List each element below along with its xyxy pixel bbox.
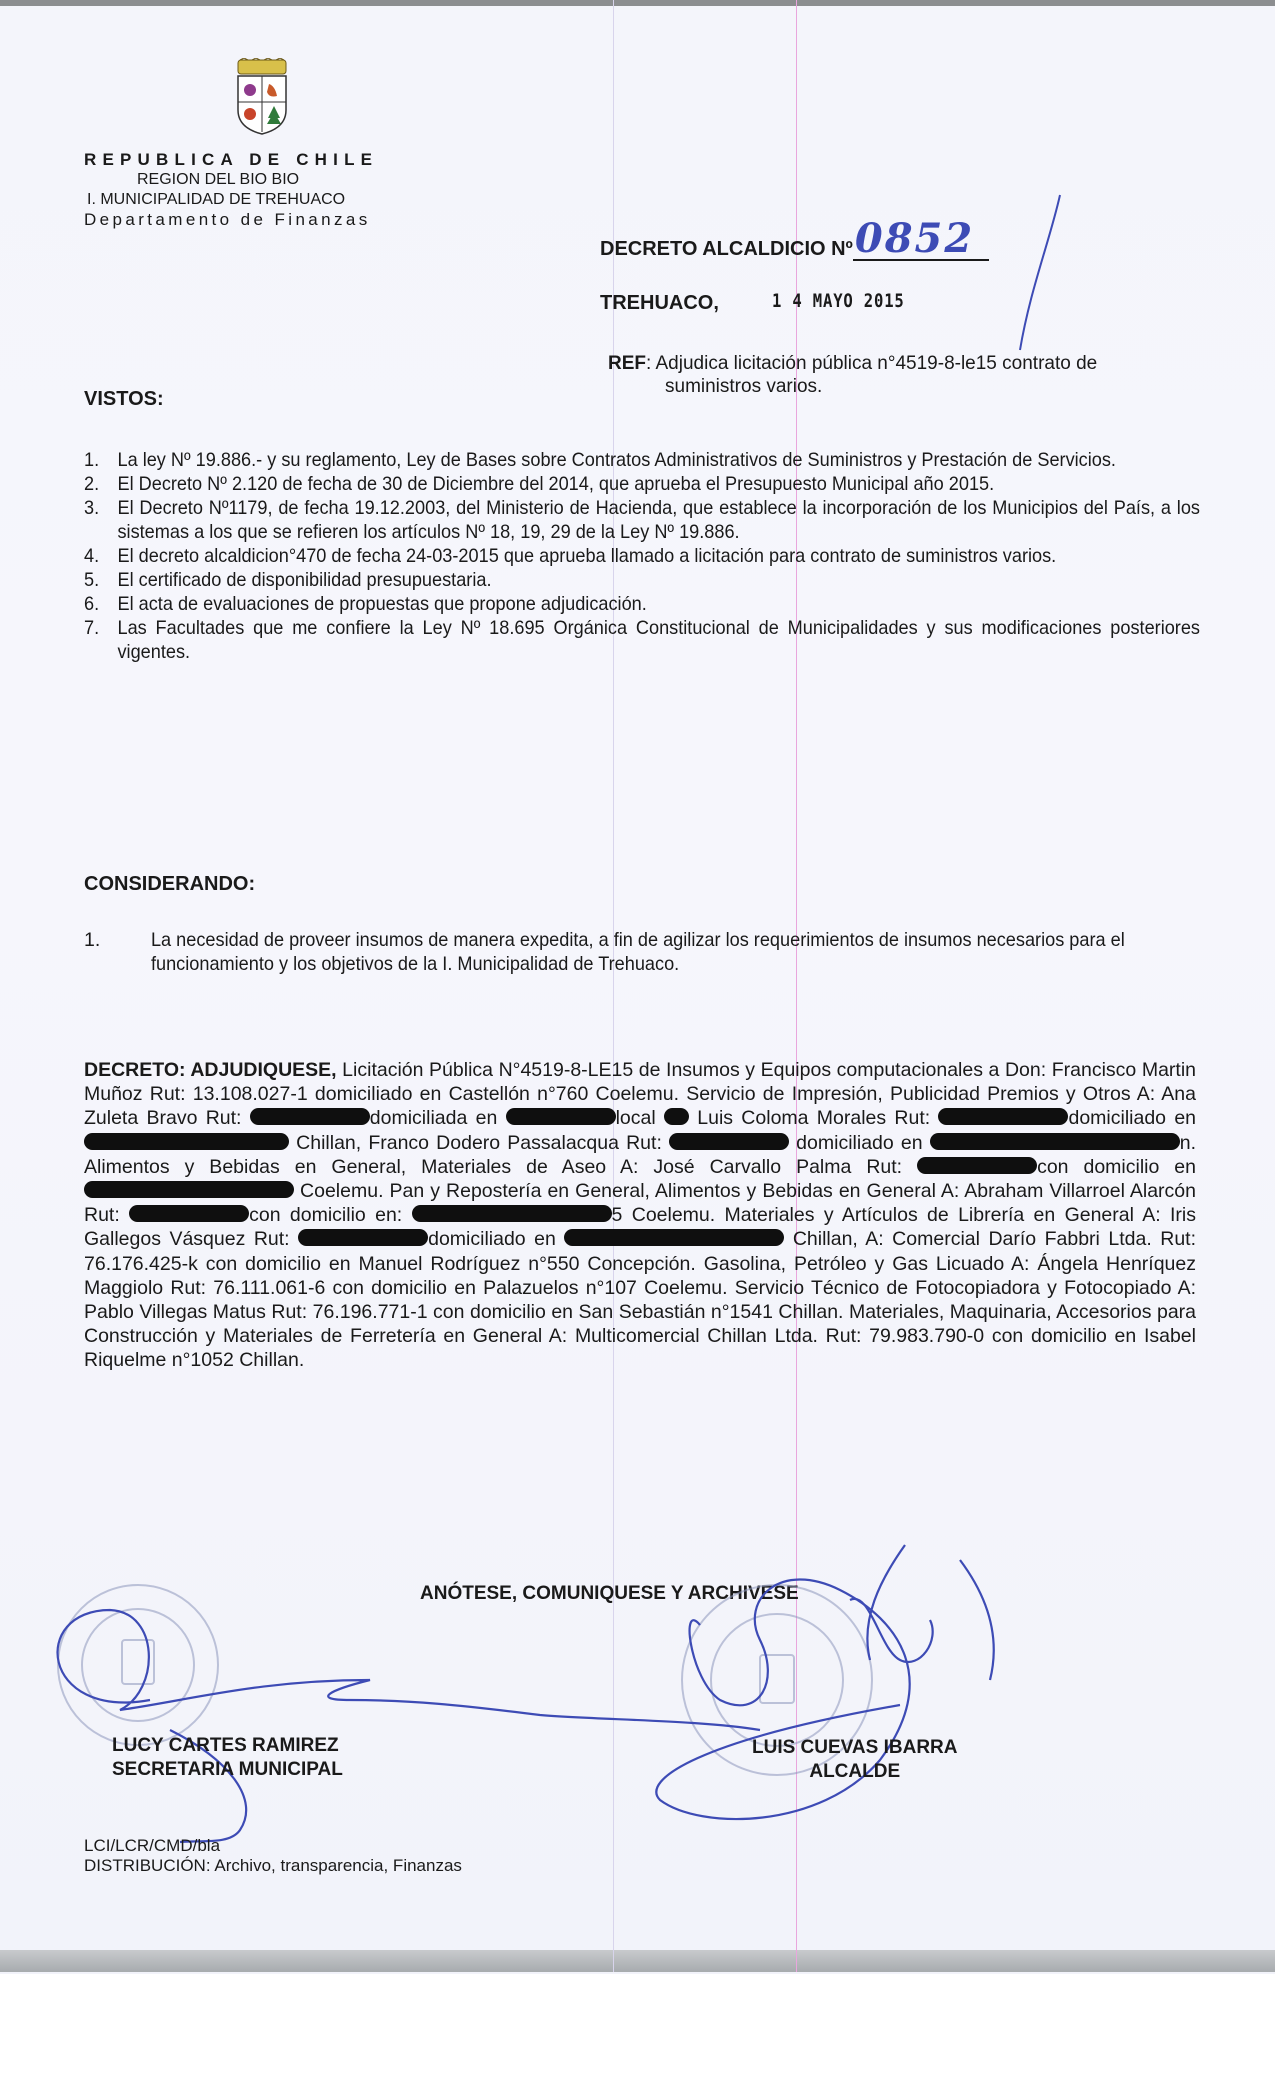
redaction-mark: [938, 1108, 1068, 1125]
resolution-text: domiciliado en: [428, 1228, 565, 1251]
redaction-mark: [298, 1229, 428, 1246]
resolution-text: Chillan, Franco Dodero Passalacqua Rut:: [289, 1131, 670, 1154]
item-text: La necesidad de proveer insumos de manera expedita, a fin de agilizar los requerimientos de insumos necesarios para el funcionamiento y los objetivos de la I. Municipalidad de Trehuaco.: [150, 929, 1125, 975]
redaction-mark: [84, 1181, 294, 1198]
vistos-item: [84, 544, 1200, 568]
reference: [608, 352, 1208, 398]
resolution-text: Coelemu. Pan y Repostería en General, Alimentos y Bebidas en General A: Abraham Villarroel Alarcón Rut:: [84, 1180, 1196, 1227]
department-heading: Departamento de Finanzas: [84, 210, 371, 229]
ref-text: : Adjudica licitación pública n°4519-8-le15 contrato de: [646, 353, 1098, 374]
redaction-mark: [564, 1229, 784, 1246]
ref-text-continued: suministros varios.: [665, 376, 823, 397]
ref-label: REF: [608, 353, 646, 374]
item-text: El acta de evaluaciones de propuestas que propone adjudicación.: [117, 593, 647, 615]
distribution-text: : Archivo, transparencia, Finanzas: [205, 1856, 462, 1875]
resolution-text: local: [615, 1107, 664, 1130]
vistos-item: [84, 616, 1200, 664]
vistos-list: [84, 448, 1200, 664]
closing-formula: ANÓTESE, COMUNIQUESE Y ARCHIVESE: [420, 1583, 799, 1604]
redaction-mark: [412, 1205, 612, 1222]
place-label: TREHUACO,: [600, 292, 719, 314]
item-text: El Decreto Nº1179, de fecha 19.12.2003, del Ministerio de Hacienda, que establece la incorporación de los Municipios del País, a los sistemas a los que se refieren los artículos Nº 18, 19, 29 de la Ley Nº 19.886.: [117, 497, 1201, 543]
item-text: Las Facultades que me confiere la Ley Nº 18.695 Orgánica Constitucional de Municipalidades y sus modificaciones posteriores vigentes.: [117, 617, 1201, 663]
distribution-line: [84, 1856, 462, 1876]
resolution-text: domiciliado en: [789, 1131, 930, 1154]
resolution-text: domiciliada en: [369, 1107, 506, 1130]
decree-resolution: [84, 1058, 1196, 1373]
resolution-body: [84, 1059, 1196, 1371]
item-text: La ley Nº 19.886.- y su reglamento, Ley de Bases sobre Contratos Administrativos de Suministros y Prestación de Servicios.: [117, 449, 1116, 471]
redaction-mark: [250, 1108, 370, 1125]
distribution-label: DISTRIBUCIÓN: [84, 1856, 206, 1875]
decree-label: DECRETO ALCALDICIO Nº: [600, 238, 853, 260]
redaction-mark: [930, 1133, 1180, 1150]
handwritten-decree-number: 0852: [854, 215, 975, 262]
redaction-mark: [506, 1108, 616, 1125]
item-number: 7.: [84, 617, 100, 639]
redaction-mark: [917, 1157, 1037, 1174]
item-text: El Decreto Nº 2.120 de fecha de 30 de Diciembre del 2014, que aprueba el Presupuesto Municipal año 2015.: [117, 473, 995, 495]
secretary-signature-block: [112, 1734, 343, 1782]
item-number: 1.: [84, 449, 100, 471]
redaction-mark: [84, 1133, 289, 1150]
vistos-item: [84, 448, 1200, 472]
item-number: 3.: [84, 497, 100, 519]
date-stamp: 1 4 MAYO 2015: [772, 290, 905, 312]
vistos-heading: VISTOS:: [84, 388, 164, 410]
item-number: 2.: [84, 473, 100, 495]
mayor-signature-block: [752, 1736, 958, 1784]
item-number: 1.: [84, 929, 101, 951]
resolution-text: Luis Coloma Morales Rut:: [688, 1107, 939, 1130]
redaction-mark: [669, 1133, 789, 1150]
resolution-text: con domicilio en: [1037, 1155, 1196, 1178]
signer-name: LUIS CUEVAS IBARRA: [752, 1737, 958, 1758]
resolution-text: con domicilio en:: [249, 1204, 412, 1227]
resolution-lead: DECRETO: ADJUDIQUESE,: [84, 1059, 337, 1081]
scanner-bed-edge: [0, 1950, 1275, 1972]
considerando-item: [84, 928, 1200, 976]
resolution-text: 5 Coelemu. Materiales y Artículos de Librería en General A: Iris Gallegos Vásquez Rut:: [84, 1204, 1196, 1251]
region-heading: REGION DEL BIO BIO: [137, 171, 300, 188]
decree-number-field: [853, 215, 989, 262]
decree-number: [600, 215, 989, 262]
resolution-text: domiciliado en: [1068, 1107, 1197, 1130]
item-text: El certificado de disponibilidad presupuestaria.: [117, 569, 492, 591]
country-heading: REPUBLICA DE CHILE: [84, 150, 379, 169]
initials-reference: LCI/LCR/CMD/bla: [84, 1836, 221, 1855]
item-number: 4.: [84, 545, 100, 567]
signer-role: SECRETARIA MUNICIPAL: [112, 1759, 343, 1780]
redaction-mark: [129, 1205, 249, 1222]
resolution-text: Chillan, A: Comercial Darío Fabbri Ltda. Rut: 76.176.425-k con domicilio en Manuel Rodríguez n°550 Concepción. Gasolina, Petróleo y Gas Licuado A: Ángela Henríquez Maggiolo Rut: 76.111.061-6 con domicilio en Palazuelos n°107 Coelemu. Servicio Técnico de Fotocopiadora y Fotocopiado A: Pablo Villegas Matus Rut: 76.196.771-1 con domicilio en San Sebastián n°1541 Chillan. Materiales, Maquinaria, Accesorios para Construcción y Materiales de Ferretería en General A: Multicomercial Chillan Ltda. Rut: 79.983.790-0 con domicilio en Isabel Riquelme n°1052 Chillan.: [84, 1228, 1197, 1372]
municipality-heading: I. MUNICIPALIDAD DE TREHUACO: [87, 191, 346, 208]
considerando-heading: CONSIDERANDO:: [84, 873, 256, 895]
item-text: El decreto alcaldicion°470 de fecha 24-03-2015 que aprueba llamado a licitación para contrato de suministros varios.: [117, 545, 1057, 567]
signer-name: LUCY CARTES RAMIREZ: [112, 1735, 339, 1756]
resolution-text: Licitación Pública N°4519-8-LE15 de Insumos y Equipos computacionales a Don: Francisco Martin Muñoz Rut: 13.108.027-1 domiciliado en Castellón n°760 Coelemu. Servicio de Impresión, Publicidad Premios y Otros A: Ana Zuleta Bravo Rut:: [84, 1059, 1196, 1130]
coat-of-arms-icon: [232, 58, 292, 136]
vistos-item: [84, 496, 1200, 544]
signer-role: ALCALDE: [809, 1761, 901, 1782]
item-number: 5.: [84, 569, 100, 591]
redaction-mark: [664, 1108, 689, 1125]
vistos-item: [84, 472, 1200, 496]
vistos-item: [84, 592, 1200, 616]
resolution-text: n. Alimentos y Bebidas en General, Materiales de Aseo A: José Carvallo Palma Rut:: [84, 1131, 1196, 1178]
item-number: 6.: [84, 593, 100, 615]
vistos-item: [84, 568, 1200, 592]
